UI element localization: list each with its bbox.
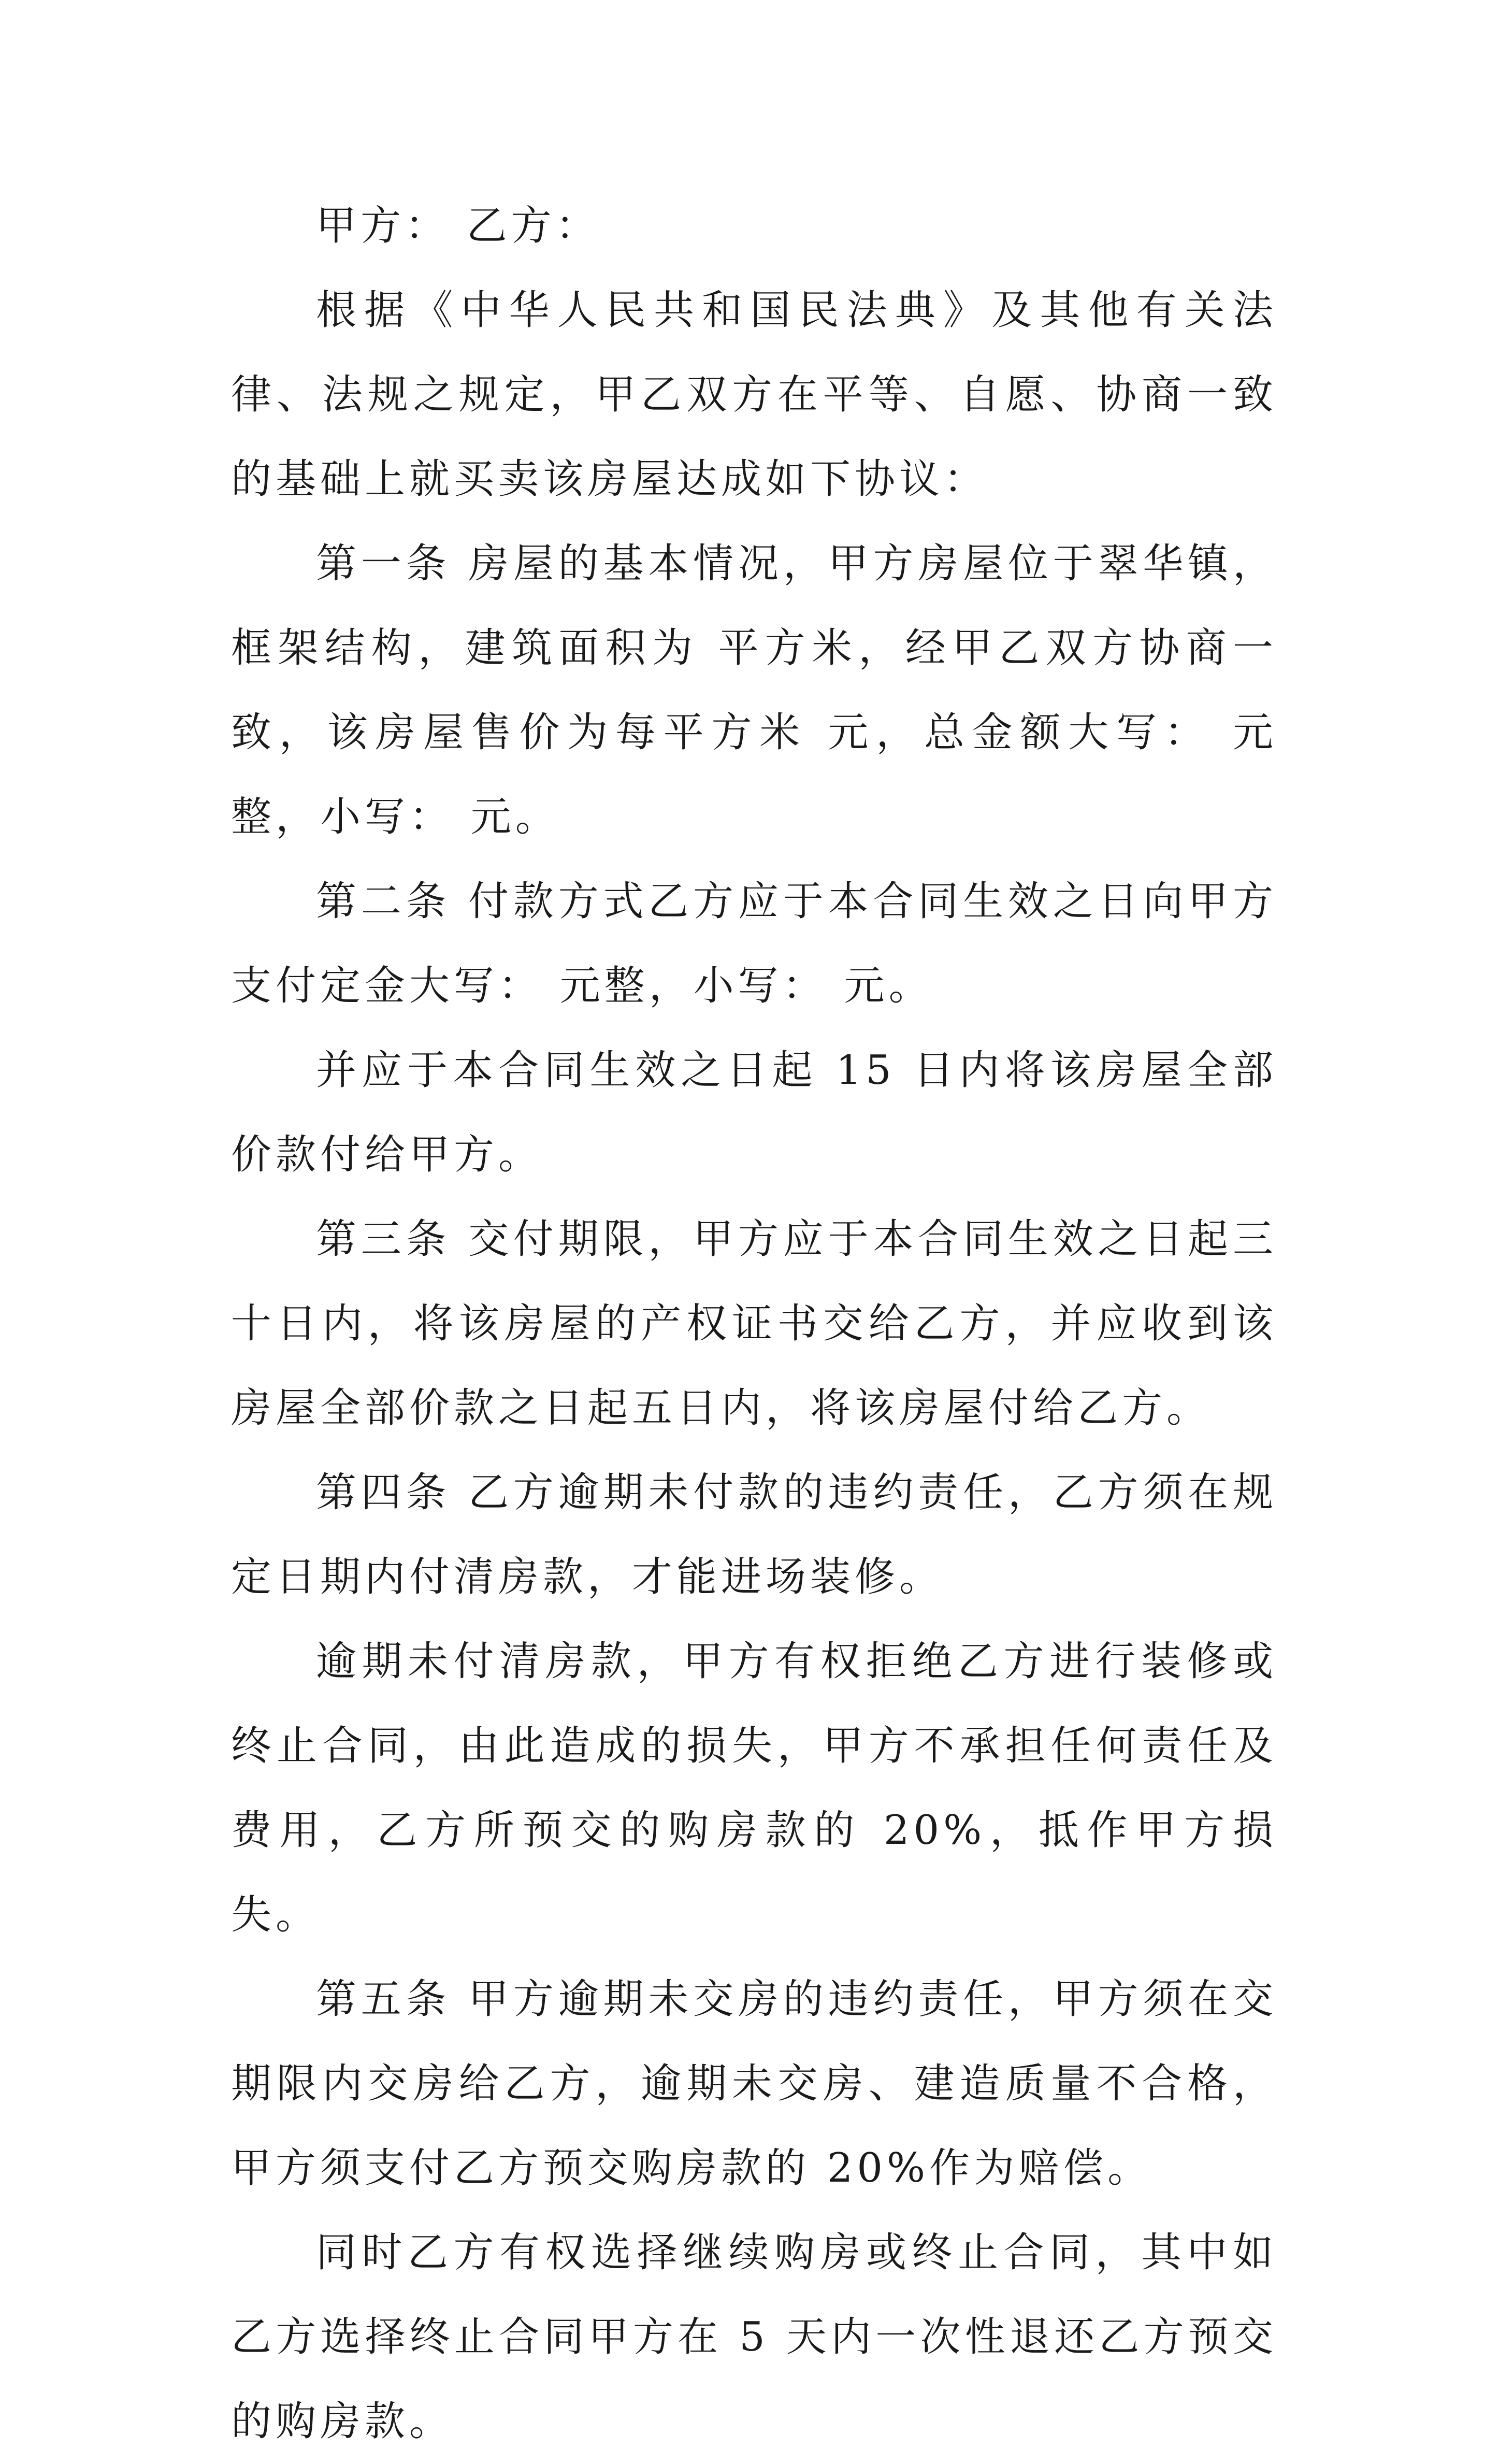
parties-line: 甲方： 乙方： <box>316 203 600 249</box>
article-5-continuation: 同时乙方有权选择继续购房或终止合同，其中如乙方选择终止合同甲方在 5 天内一次性退还乙方预交的购房款。 <box>231 2229 1277 2445</box>
article-1-paragraph: 第一条 房屋的基本情况，甲方房屋位于翠华镇，框架结构，建筑面积为 平方米，经甲乙双方协商一致，该房屋售价为每平方米 元，总金额大写： 元整，小写： 元。 <box>231 540 1277 840</box>
contract-body <box>231 184 1277 2464</box>
article-2-paragraph: 第二条 付款方式乙方应于本合同生效之日向甲方支付定金大写： 元整，小写： 元。 <box>231 878 1277 1009</box>
preamble-paragraph: 根据《中华人民共和国民法典》及其他有关法律、法规之规定，甲乙双方在平等、自愿、协商一致的基础上就买卖该房屋达成如下协议： <box>231 287 1277 503</box>
article-4-paragraph: 第四条 乙方逾期未付款的违约责任，乙方须在规定日期内付清房款，才能进场装修。 <box>231 1469 1277 1600</box>
article-3-paragraph: 第三条 交付期限，甲方应于本合同生效之日起三十日内，将该房屋的产权证书交给乙方，并应收到该房屋全部价款之日起五日内，将该房屋付给乙方。 <box>231 1216 1277 1431</box>
article-2-continuation: 并应于本合同生效之日起 15 日内将该房屋全部价款付给甲方。 <box>231 1047 1277 1178</box>
article-5-paragraph: 第五条 甲方逾期未交房的违约责任，甲方须在交期限内交房给乙方，逾期未交房、建造质量不合格，甲方须支付乙方预交购房款的 20%作为赔偿。 <box>231 1976 1277 2191</box>
article-4-continuation: 逾期未付清房款，甲方有权拒绝乙方进行装修或终止合同，由此造成的损失，甲方不承担任何责任及费用，乙方所预交的购房款的 20%，抵作甲方损失。 <box>231 1638 1277 1938</box>
